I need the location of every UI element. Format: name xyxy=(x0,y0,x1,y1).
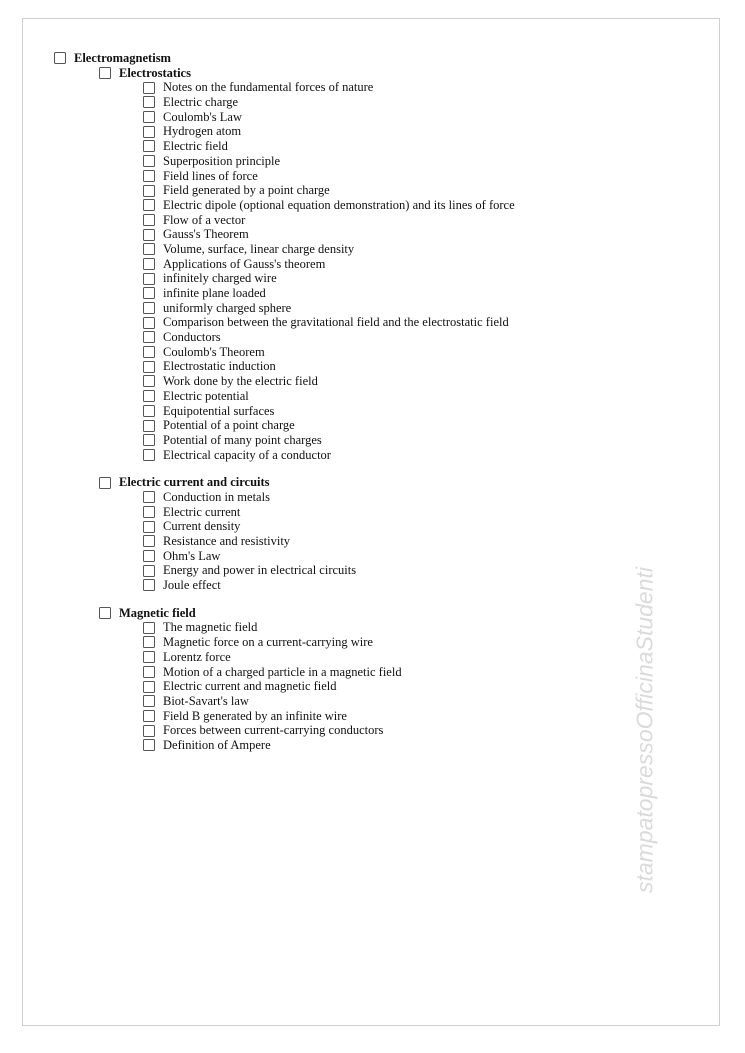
list-item-label: Energy and power in electrical circuits xyxy=(163,563,357,578)
list-item xyxy=(54,154,515,169)
list-item xyxy=(54,198,515,213)
list-item-label: Equipotential surfaces xyxy=(163,403,275,418)
checkbox-icon[interactable] xyxy=(143,185,155,197)
watermark: stampatopressoOfficinaStudenti xyxy=(631,566,658,894)
list-item xyxy=(54,80,515,95)
list-item xyxy=(54,519,515,534)
list-item xyxy=(54,95,515,110)
list-item-label: Field B generated by an infinite wire xyxy=(163,708,347,723)
list-item xyxy=(54,418,515,433)
section-heading xyxy=(54,66,515,81)
list-item-label: Comparison between the gravitational field and the electrostatic field xyxy=(163,315,509,330)
list-item-label: Magnetic force on a current-carrying wire xyxy=(163,635,373,650)
list-item-label: Biot-Savart's law xyxy=(163,693,249,708)
checkbox-icon[interactable] xyxy=(143,725,155,737)
checkbox-icon[interactable] xyxy=(143,258,155,270)
topic-outline xyxy=(54,51,515,753)
list-item-label: Ohm's Law xyxy=(163,548,221,563)
checkbox-icon[interactable] xyxy=(143,243,155,255)
section-heading xyxy=(54,475,515,490)
list-item xyxy=(54,124,515,139)
section-title: Electric current and circuits xyxy=(119,475,270,490)
list-item xyxy=(54,227,515,242)
list-item xyxy=(54,404,515,419)
list-item xyxy=(54,271,515,286)
list-item-label: Work done by the electric field xyxy=(163,374,318,389)
checkbox-icon[interactable] xyxy=(143,506,155,518)
checkbox-icon[interactable] xyxy=(143,550,155,562)
list-item xyxy=(54,650,515,665)
checkbox-icon[interactable] xyxy=(143,491,155,503)
checkbox-icon[interactable] xyxy=(99,477,111,489)
checkbox-icon[interactable] xyxy=(143,710,155,722)
list-item-label: The magnetic field xyxy=(163,620,258,635)
checkbox-icon[interactable] xyxy=(143,82,155,94)
list-item xyxy=(54,723,515,738)
checkbox-icon[interactable] xyxy=(99,67,111,79)
list-item-label: Electric field xyxy=(163,139,228,154)
checkbox-icon[interactable] xyxy=(143,140,155,152)
checkbox-icon[interactable] xyxy=(143,434,155,446)
list-item-label: Electric dipole (optional equation demonstration) and its lines of force xyxy=(163,197,515,212)
list-item-label: Applications of Gauss's theorem xyxy=(163,256,326,271)
list-item-label: Electrical capacity of a conductor xyxy=(163,447,331,462)
topic-heading xyxy=(54,51,515,66)
sections xyxy=(54,66,515,753)
checkbox-icon[interactable] xyxy=(143,302,155,314)
list-item-label: Electric potential xyxy=(163,388,249,403)
list-item xyxy=(54,257,515,272)
checkbox-icon[interactable] xyxy=(143,96,155,108)
list-item-label: infinitely charged wire xyxy=(163,271,277,286)
list-item-label: Gauss's Theorem xyxy=(163,227,249,242)
list-item xyxy=(54,183,515,198)
list-item-label: Potential of many point charges xyxy=(163,432,322,447)
checkbox-icon[interactable] xyxy=(143,375,155,387)
list-item-label: Field generated by a point charge xyxy=(163,183,330,198)
list-item-label: Notes on the fundamental forces of nature xyxy=(163,80,374,95)
list-item xyxy=(54,578,515,593)
list-item-label: Lorentz force xyxy=(163,649,231,664)
list-item xyxy=(54,374,515,389)
list-item-label: Joule effect xyxy=(163,578,221,593)
checkbox-icon[interactable] xyxy=(143,331,155,343)
list-item xyxy=(54,563,515,578)
checkbox-icon[interactable] xyxy=(143,111,155,123)
section-title: Electrostatics xyxy=(119,65,191,80)
checkbox-icon[interactable] xyxy=(143,405,155,417)
list-item xyxy=(54,330,515,345)
list-item-label: Definition of Ampere xyxy=(163,737,271,752)
list-item xyxy=(54,534,515,549)
list-item xyxy=(54,679,515,694)
list-item-label: infinite plane loaded xyxy=(163,286,266,300)
checkbox-icon[interactable] xyxy=(143,273,155,285)
list-item xyxy=(54,315,515,330)
checkbox-icon[interactable] xyxy=(143,390,155,402)
list-item xyxy=(54,169,515,184)
list-item-label: Coulomb's Law xyxy=(163,109,242,124)
checkbox-icon[interactable] xyxy=(143,622,155,634)
list-item-label: Coulomb's Theorem xyxy=(163,344,265,359)
checkbox-icon[interactable] xyxy=(143,170,155,182)
list-item xyxy=(54,620,515,635)
list-item xyxy=(54,448,515,463)
list-item-label: Conductors xyxy=(163,330,221,345)
section xyxy=(54,606,515,753)
checkbox-icon[interactable] xyxy=(143,579,155,591)
checkbox-icon[interactable] xyxy=(143,565,155,577)
checkbox-icon[interactable] xyxy=(143,739,155,751)
list-item xyxy=(54,694,515,709)
checkbox-icon[interactable] xyxy=(143,521,155,533)
checkbox-icon[interactable] xyxy=(143,155,155,167)
list-item-label: Conduction in metals xyxy=(163,489,270,504)
list-item xyxy=(54,139,515,154)
section xyxy=(54,475,515,593)
list-item xyxy=(54,213,515,228)
list-item xyxy=(54,738,515,753)
checkbox-icon[interactable] xyxy=(143,229,155,241)
list-item xyxy=(54,490,515,505)
list-item-label: Field lines of force xyxy=(163,168,258,183)
list-item xyxy=(54,505,515,520)
section-heading xyxy=(54,606,515,621)
section xyxy=(54,66,515,463)
list-item-label: Superposition principle xyxy=(163,153,280,168)
checkbox-icon[interactable] xyxy=(143,199,155,211)
checkbox-icon[interactable] xyxy=(143,651,155,663)
checkbox-icon[interactable] xyxy=(99,607,111,619)
list-item xyxy=(54,301,515,316)
list-item xyxy=(54,242,515,257)
list-item-label: Forces between current-carrying conductors xyxy=(163,723,384,738)
checkbox-icon[interactable] xyxy=(143,681,155,693)
list-item-label: Hydrogen atom xyxy=(163,124,242,139)
checkbox-icon[interactable] xyxy=(143,420,155,432)
list-item-label: Electric charge xyxy=(163,95,239,110)
list-item-label: Current density xyxy=(163,519,241,534)
checkbox-icon[interactable] xyxy=(143,695,155,707)
list-item-label: Potential of a point charge xyxy=(163,418,295,433)
checkbox-icon[interactable] xyxy=(143,317,155,329)
list-item xyxy=(54,665,515,680)
list-item xyxy=(54,709,515,724)
list-item-label: Resistance and resistivity xyxy=(163,534,291,548)
list-item-label: Motion of a charged particle in a magnetic field xyxy=(163,664,402,679)
list-item-label: uniformly charged sphere xyxy=(163,300,292,315)
list-item xyxy=(54,389,515,404)
checkbox-icon[interactable] xyxy=(54,52,66,64)
checkbox-icon[interactable] xyxy=(143,287,155,299)
list-item-label: Flow of a vector xyxy=(163,212,246,227)
checkbox-icon[interactable] xyxy=(143,126,155,138)
list-item xyxy=(54,345,515,360)
list-item-label: Electrostatic induction xyxy=(163,359,276,374)
checkbox-icon[interactable] xyxy=(143,666,155,678)
list-item xyxy=(54,549,515,564)
section-title: Magnetic field xyxy=(119,605,196,620)
list-item xyxy=(54,433,515,448)
checkbox-icon[interactable] xyxy=(143,449,155,461)
checkbox-icon[interactable] xyxy=(143,346,155,358)
list-item-label: Electric current and magnetic field xyxy=(163,679,337,694)
list-item-label: Electric current xyxy=(163,504,241,519)
checkbox-icon[interactable] xyxy=(143,214,155,226)
checkbox-icon[interactable] xyxy=(143,361,155,373)
list-item-label: Volume, surface, linear charge density xyxy=(163,241,355,256)
list-item xyxy=(54,286,515,301)
list-item xyxy=(54,110,515,125)
checkbox-icon[interactable] xyxy=(143,535,155,547)
topic-title: Electromagnetism xyxy=(74,51,171,65)
list-item xyxy=(54,359,515,374)
checkbox-icon[interactable] xyxy=(143,636,155,648)
list-item xyxy=(54,635,515,650)
